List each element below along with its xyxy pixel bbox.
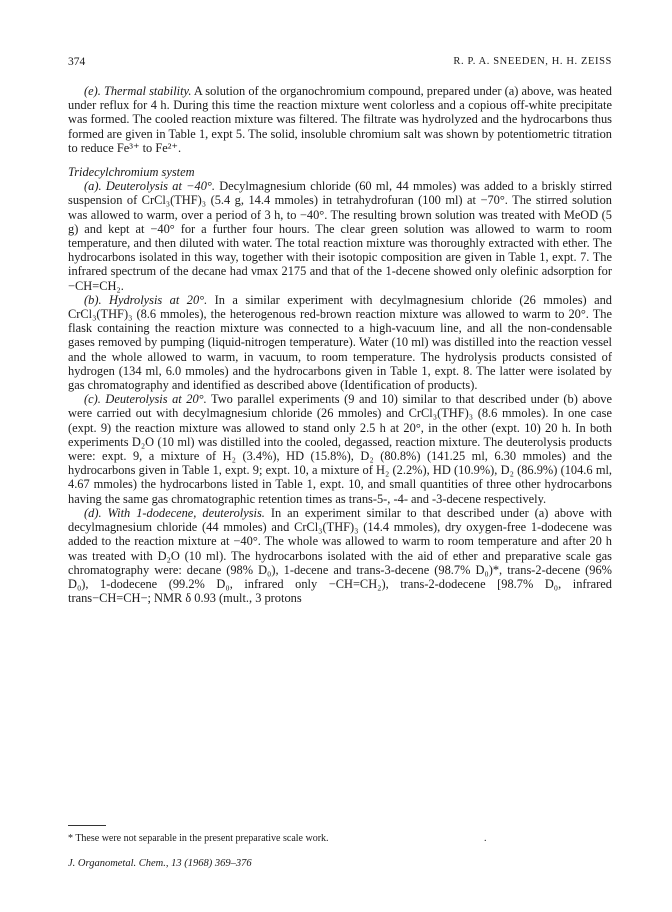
- journal-reference: J. Organometal. Chem., 13 (1968) 369–376: [68, 858, 252, 869]
- subheading-dodecene: (d). With 1-dodecene, deuterolysis.: [84, 505, 265, 520]
- paragraph-text: A solution of the organochromium compound, prepared under (a) above, was heated under reflux for 4 h. During this time the reaction mixture went colorless and a copious off-white precipitate was formed. The cooled reaction mixture was filtered. The filtrate was hydrolyzed and the hydrocarbons thus formed are given in Table 1, expt 5. The solid, insoluble chromium salt was shown by potentiometric titration to reduce Fe³⁺ to Fe²⁺.: [68, 84, 612, 155]
- section-heading: Tridecylchromium system: [68, 165, 195, 180]
- paragraph-deuterolysis-20: [68, 392, 612, 506]
- subheading-deuterolysis-20: (c). Deuterolysis at 20°.: [84, 392, 207, 407]
- paragraph-text: In an experiment similar to that described under (a) above with decylmagnesium chloride (44 mmoles) and CrCl₃(THF)₃ (14.4 mmoles), dry oxygen-free 1-dodecene was added to the reaction mixture at −40°. The whole was allowed to warm to room temperature and after 20 h was treated with D₂O (10 ml). The hydrocarbons isolated with the aid of ether and preparative scale gas chromatography were: decane (98% D₀), 1-decene and trans-3-decene (98.7% D₀)*, trans-2-decene (96% D₀), 1-dodecene (99.2% D₀, infrared only −CH=CH₂), trans-2-dodecene [98.7% D₀, infrared trans−CH=CH−; NMR δ 0.93 (mult., 3 protons: [68, 505, 612, 606]
- subheading-hydrolysis-20: (b). Hydrolysis at 20°.: [84, 292, 208, 307]
- page-header: [68, 56, 612, 72]
- paragraph-hydrolysis-20: [68, 293, 612, 392]
- paragraph-text: Decylmagnesium chloride (60 ml, 44 mmoles) was added to a briskly stirred suspension of CrCl₃(THF)₃ (5.4 g, 14.4 mmoles) in tetrahydrofuran (100 ml) at −70°. The stirred solution was allowed to warm, over a period of 3 h, to −40°. The resulting brown solution was treated with MeOD (5 g) and kept at −40° for a further four hours. The clear green solution was allowed to warm to room temperature, and then diluted with water. The total reaction mixture was thoroughly extracted with ether. The hydrocarbons isolated in this way, together with their isotopic composition are given in Table 1, expt. 7. The infrared spectrum of the decane had νmax 2175 and that of the 1-decene showed only olefinic adsorption for −CH=CH₂.: [68, 179, 612, 293]
- footnote: * These were not separable in the present preparative scale work.: [68, 833, 329, 844]
- paragraph-deuterolysis-minus-40: [68, 179, 612, 293]
- page-number: 374: [68, 56, 86, 68]
- subheading-deuterolysis-minus-40: (a). Deuterolysis at −40°.: [84, 179, 215, 194]
- running-head: R. P. A. SNEEDEN, H. H. ZEISS: [453, 56, 612, 67]
- stray-mark: .: [484, 833, 487, 844]
- paragraph-dodecene: [68, 506, 612, 605]
- subheading-thermal-stability: (e). Thermal stability.: [84, 84, 192, 98]
- paragraph-text: Two parallel experiments (9 and 10) similar to that described under (b) above were carried out with decylmagnesium chloride (26 mmoles) and CrCl₃(THF)₃ (8.6 mmoles). In one case (expt. 9) the reaction mixture was allowed to stand only 2.5 h at 20°, in the other (expt. 10) 20 h. In both experiments D₂O (10 ml) was distilled into the cooled, degassed, reaction mixture. The deuterolysis products were: expt. 9, a mixture of H₂ (3.4%), HD (15.8%), D₂ (80.8%) (141.25 ml, 6.30 mmoles) and the hydrocarbons given in Table 1, expt. 9; expt. 10, a mixture of H₂ (2.2%), HD (10.9%), D₂ (86.9%) (104.6 ml, 4.67 mmoles) the hydrocarbons listed in Table 1, expt. 10, and small quantities of three other hydrocarbons having the same gas chromatographic retention times as trans-5-, -4- and -3-decene respectively.: [68, 392, 612, 506]
- paragraph-text: In a similar experiment with decylmagnesium chloride (26 mmoles) and CrCl₃(THF)₃ (8.6 mmoles), the heterogenous red-brown reaction mixture was allowed to warm to 20°. The flask containing the reaction mixture was connected to a high-vacuum line, and all the non-condensable gases removed by pumping (liquid-nitrogen temperature). Water (10 ml) was distilled into the reaction vessel and the whole allowed to warm, in vacuum, to room temperature. The hydrolysis products consisted of hydrogen (134 ml, 6.0 mmoles) and the hydrocarbons given in Table 1, expt. 8. The latter were isolated by gas chromatography and identified as described above (Identification of products).: [68, 292, 612, 393]
- paragraph-thermal-stability: [68, 84, 612, 155]
- footnote-divider: [68, 825, 106, 826]
- article-body: [68, 84, 612, 605]
